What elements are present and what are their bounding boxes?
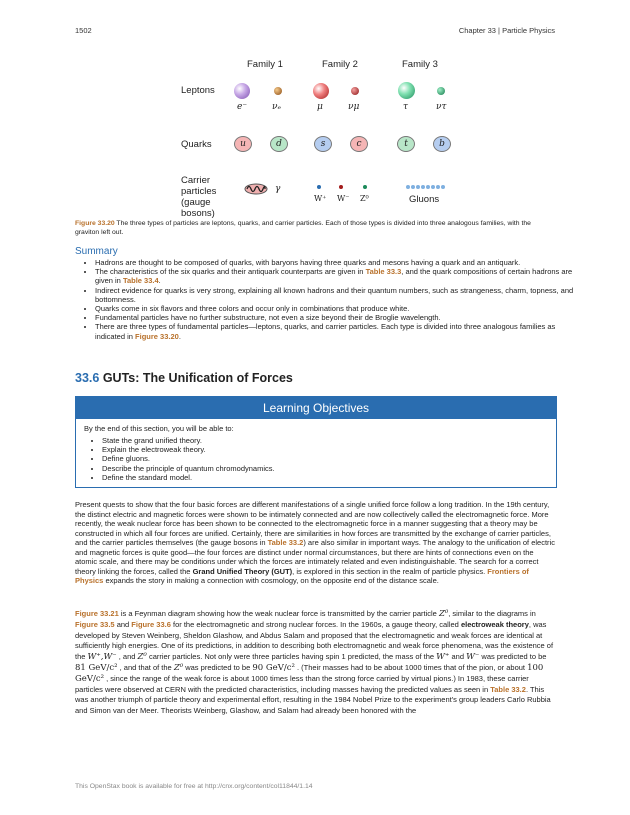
list-item: • Hadrons are thought to be composed of quarks, with baryons having three quarks and mesons having a quark and an antiquark. xyxy=(95,258,575,267)
list-item: • Quarks come in six flavors and three colors and occur only in combinations that produce white. xyxy=(95,304,575,313)
chapter-link[interactable]: Frontiers of Physics xyxy=(75,566,529,585)
muon-neutrino-symbol: νμ xyxy=(348,102,360,112)
summary-heading: Summary xyxy=(75,246,118,257)
section-heading xyxy=(75,371,293,385)
tau-neutrino-symbol: ντ xyxy=(436,102,447,112)
tau-neutrino-sphere xyxy=(437,87,445,95)
up-quark: u xyxy=(234,136,252,152)
figure-link[interactable]: Figure 33.5 xyxy=(75,619,115,629)
list-item: • Define the standard model. xyxy=(102,473,556,482)
gluons-label: Gluons xyxy=(409,194,440,205)
table-link[interactable]: Table 33.2 xyxy=(267,538,304,547)
photon-wave-icon xyxy=(244,183,268,195)
caption-number: Figure 33.20 xyxy=(75,220,115,227)
learning-objectives-title: Learning Objectives xyxy=(76,397,556,419)
photon-symbol: γ xyxy=(275,184,281,194)
section-number: 33.6 xyxy=(75,371,100,385)
electron-sphere xyxy=(234,83,250,99)
page-number: 1502 xyxy=(75,26,92,35)
particle-families-figure xyxy=(75,55,555,219)
learning-objectives-box xyxy=(75,396,557,488)
w-minus-symbol: W⁻ xyxy=(337,194,350,203)
table-link[interactable]: Table 33.4 xyxy=(122,276,159,286)
leptons-label: Leptons xyxy=(181,85,215,96)
electron-symbol: e⁻ xyxy=(237,102,248,112)
list-item: • State the grand unified theory. xyxy=(102,436,556,445)
w-minus-dot xyxy=(339,185,343,189)
strange-quark: s xyxy=(314,136,332,152)
chapter-header: Chapter 33 | Particle Physics xyxy=(458,26,555,35)
paragraph-2: Figure 33.21 is a Feynman diagram showing how the weak nuclear force is transmitted by the carrier particle Z⁰, similar to the diagrams in Figure 33.5 and Figure 33.6 for the electromagnetic and strong nuclear forces. In the 1960s, a gauge theory, called electroweak theory, was developed by Steven Weinberg, Sheldon Glashow, and Abdus Salam and proposed that the electromagnetic and weak forces are identical at sufficiently high energies. One of its predictions, in addition to describing both electromagnetic and weak force phenomena, was the existence of the W⁺,W⁻ , and Z⁰ carrier particles. Not only were three particles having spin 1 predicted, the mass of the W⁺ and W⁻ was predicted to be 81 GeV/c² , and that of the Z⁰ was predicted to be 90 GeV/c² . (Their masses had to be about 1000 times that of the pion, or about 100 GeV/c² , since the range of the weak force is about 1000 times less than the strong force carried by virtual pions.) In 1983, these carrier particles were observed at CERN with the predicted characteristics, including masses having the predicted values as seen in Table 33.2. This was another triumph of particle theory and experimental effort, resulting in the 1984 Nobel Prize to the experiment's group leaders Carlo Rubbia and Simon van der Meer. Theorists Weinberg, Glashow, and Salam had already been honored with the xyxy=(75,609,554,716)
carrier-label-line: bosons) xyxy=(181,208,215,219)
list-item: • The characteristics of the six quarks and their antiquark counterparts are given in Table 33.3, and the quark compositions of certain hadrons are given in Table 33.4. xyxy=(95,267,575,285)
charm-quark: c xyxy=(350,136,368,152)
carrier-label-line: Carrier xyxy=(181,175,211,186)
list-item: • Fundamental particles have no further substructure, not even a size beyond their de Broglie wavelength. xyxy=(95,313,575,322)
tau-symbol: τ xyxy=(403,102,408,112)
muon-sphere xyxy=(313,83,329,99)
list-item: • Explain the electroweak theory. xyxy=(102,445,556,454)
figure-link[interactable]: Figure 33.20 xyxy=(135,331,179,341)
bottom-quark: b xyxy=(433,136,451,152)
list-item: • Define gluons. xyxy=(102,454,556,463)
carrier-label-line: (gauge xyxy=(181,197,211,208)
electron-neutrino-sphere xyxy=(274,87,282,95)
quarks-label: Quarks xyxy=(181,139,212,150)
footer-note: This OpenStax book is available for free at http://cnx.org/content/col11844/1.14 xyxy=(75,783,313,790)
caption-text: The three types of particles are leptons, quarks, and carrier particles. Each of those types is divided into three analogous families, with the graviton left out. xyxy=(75,220,531,236)
w-plus-symbol: W⁺ xyxy=(314,194,327,203)
carrier-label-line: particles xyxy=(181,186,217,197)
family-2-label: Family 2 xyxy=(322,59,358,70)
z-zero-symbol: Z⁰ xyxy=(360,194,369,203)
figure-link[interactable]: Figure 33.6 xyxy=(131,619,171,629)
z-zero-dot xyxy=(363,185,367,189)
top-quark: t xyxy=(397,136,415,152)
tau-sphere xyxy=(398,82,415,99)
table-link[interactable]: Table 33.2 xyxy=(490,684,526,694)
learning-objectives-list xyxy=(76,436,556,482)
list-item: • Indirect evidence for quarks is very strong, explaining all known hadrons and their quantum numbers, such as strangeness, charm, topness, and bottomness. xyxy=(95,286,575,304)
carrier-particles-label xyxy=(181,175,216,219)
muon-neutrino-sphere xyxy=(351,87,359,95)
w-plus-dot xyxy=(317,185,321,189)
family-1-label: Family 1 xyxy=(247,59,283,70)
list-item: • There are three types of fundamental particles—leptons, quarks, and carrier particles. Each type is divided into three analogous families as indicated in Figure 33.20. xyxy=(95,322,575,340)
down-quark: d xyxy=(270,136,288,152)
summary-list xyxy=(75,258,575,341)
family-3-label: Family 3 xyxy=(402,59,438,70)
learning-objectives-intro: By the end of this section, you will be able to: xyxy=(84,424,234,433)
paragraph-1: Present quests to show that the four basic forces are different manifestations of a single unified force follow a long tradition. In the 19th century, the distinct electric and magnetic forces were shown to be intimately connected and are now collectively called the electromagnetic force. More recently, the weak nuclear force has been shown to be connected to the electromagnetic force in a manner suggesting that a theory may be constructed in which all four forces are unified. Certainly, there are similarities in how forces are transmitted by the exchange of carrier particles, and the carrier particles themselves (the gauge bosons in Table 33.2) are also similar in important ways. The analogy to the unification of electric and magnetic forces is quite good—the four forces are distinct under normal circumstances, but there are hints of connections even on the atomic scale, and there may be conditions under which the forces are intimately related and even indistinguishable. The search for a correct theory linking the forces, called the Grand Unified Theory (GUT), is explored in this section in the realm of particle physics. Frontiers of Physics expands the story in making a connection with cosmology, on the opposite end of the distance scale. xyxy=(75,500,555,585)
figure-link[interactable]: Figure 33.21 xyxy=(75,609,119,618)
gut-term: Grand Unified Theory (GUT) xyxy=(192,566,293,576)
figure-caption xyxy=(75,220,555,237)
list-item: • Describe the principle of quantum chromodynamics. xyxy=(102,464,556,473)
table-link[interactable]: Table 33.3 xyxy=(365,267,402,277)
gluon-dots xyxy=(406,185,446,190)
section-title: GUTs: The Unification of Forces xyxy=(99,371,293,385)
muon-symbol: μ xyxy=(317,102,323,112)
electroweak-term: electroweak theory xyxy=(460,619,529,629)
electron-neutrino-symbol: νₑ xyxy=(272,102,281,112)
